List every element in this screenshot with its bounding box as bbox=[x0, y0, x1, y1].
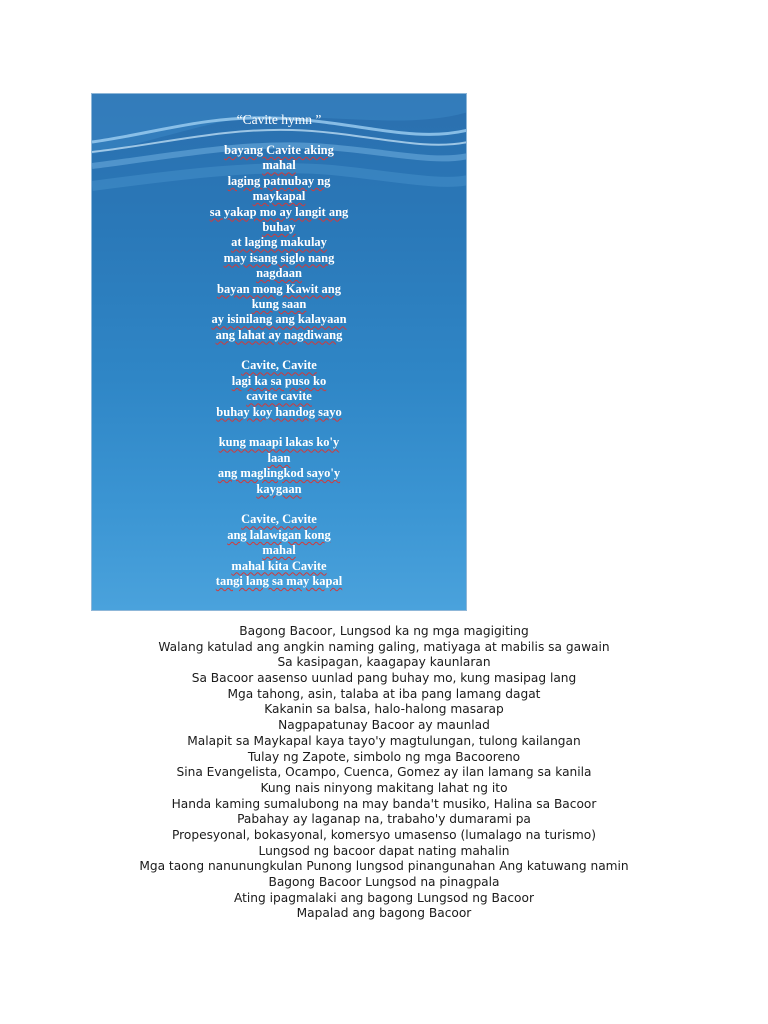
hymn-line-text: lagi ka sa puso ko bbox=[231, 373, 327, 388]
hymn-line bbox=[92, 559, 466, 574]
hymn-line bbox=[92, 405, 466, 420]
hymn-line bbox=[92, 497, 466, 512]
hymn-title: “Cavite hymn ” bbox=[236, 112, 322, 127]
lyric-line: Bagong Bacoor, Lungsod ka ng mga magigiting bbox=[239, 624, 529, 638]
hymn-line bbox=[92, 543, 466, 558]
hymn-line bbox=[92, 389, 466, 404]
hymn-line-text: bayang Cavite aking bbox=[224, 143, 334, 157]
hymn-line-text: Cavite, Cavite bbox=[241, 358, 317, 373]
hymn-line bbox=[92, 220, 466, 235]
cavite-hymn-image bbox=[91, 93, 467, 611]
lyric-line: Tulay ng Zapote, simbolo ng mga Bacooreno bbox=[247, 749, 521, 764]
lyric-line: Pabahay ay laganap na, trabaho'y dumarami pa bbox=[237, 812, 531, 827]
hymn-line bbox=[92, 251, 466, 266]
lyric-line: Sa kasipagan, kaagapay kaunlaran bbox=[277, 655, 491, 670]
lyric-line: Sa Bacoor aasenso uunlad pang buhay mo, kung masipag lang bbox=[191, 671, 577, 686]
lyric-line: Walang katulad ang angkin naming galing, matiyaga at mabilis sa gawain bbox=[158, 639, 610, 654]
lyric-line: Bagong Bacoor Lungsod na pinagpala bbox=[268, 875, 500, 889]
hymn-line bbox=[92, 451, 466, 466]
hymn-line bbox=[92, 266, 466, 281]
hymn-line bbox=[92, 189, 466, 204]
hymn-line bbox=[92, 343, 466, 358]
hymn-line-text: mahal bbox=[262, 158, 296, 173]
lyric-line: Kung nais ninyong makitang lahat ng ito bbox=[260, 780, 508, 795]
hymn-line-text: buhay koy handog sayo bbox=[216, 404, 342, 419]
hymn-line-text: ang maglingkod sayo'y bbox=[217, 466, 341, 481]
hymn-line bbox=[92, 158, 466, 173]
lyric-line: Mga taong nanunungkulan Punong lungsod pinangunahan Ang katuwang namin bbox=[139, 859, 629, 874]
hymn-line-text: laan bbox=[267, 450, 291, 465]
hymn-line-text: mahal bbox=[262, 543, 296, 558]
hymn-line-text: bayan mong Kawit ang bbox=[217, 281, 341, 296]
hymn-line bbox=[92, 374, 466, 389]
hymn-line bbox=[92, 358, 466, 373]
hymn-line-text: mahal kita Cavite bbox=[231, 558, 327, 573]
hymn-line-text: kung maapi lakas ko'y bbox=[218, 435, 340, 450]
hymn-line bbox=[92, 297, 466, 312]
lyric-line: Handa kaming sumalubong na may banda't musiko, Halina sa Bacoor bbox=[171, 796, 597, 811]
hymn-line-text: maykapal bbox=[252, 189, 306, 204]
hymn-line-text: at laging makulay bbox=[231, 235, 327, 250]
hymn-lines bbox=[92, 143, 466, 589]
hymn-line bbox=[92, 235, 466, 250]
hymn-line bbox=[92, 482, 466, 497]
hymn-line bbox=[92, 282, 466, 297]
hymn-line bbox=[92, 205, 466, 220]
hymn-line bbox=[92, 420, 466, 435]
hymn-line-text: sa yakap mo ay langit ang bbox=[209, 204, 349, 219]
lyric-line: Nagpapatunay Bacoor ay maunlad bbox=[278, 718, 490, 733]
hymn-line bbox=[92, 466, 466, 481]
lyric-line: Mapalad ang bagong Bacoor bbox=[296, 906, 472, 921]
hymn-line-text: tangi lang sa may kapal bbox=[215, 573, 343, 588]
hymn-line-text: kung saan bbox=[251, 296, 307, 311]
hymn-line bbox=[92, 312, 466, 327]
hymn-line-text: Cavite, Cavite bbox=[241, 512, 317, 527]
hymn-line-text: ay isinilang ang kalayaan bbox=[211, 312, 347, 327]
lyric-line: Ating ipagmalaki ang bagong Lungsod ng Bacoor bbox=[234, 890, 534, 905]
hymn-line-text: nagdaan bbox=[256, 266, 302, 281]
hymn-line-text: cavite cavite bbox=[246, 389, 312, 404]
hymn-line-text: ang lalawigan kong bbox=[227, 527, 331, 542]
lyric-line: Malapit sa Maykapal kaya tayo'y magtulungan, tulong kailangan bbox=[187, 733, 581, 748]
hymn-line bbox=[92, 328, 466, 343]
hymn-line bbox=[92, 512, 466, 527]
lyric-line: Mga tahong, asin, talaba at iba pang lamang dagat bbox=[227, 686, 541, 701]
hymn-line-text: may isang siglo nang bbox=[223, 250, 335, 265]
hymn-line bbox=[92, 174, 466, 189]
hymn-line bbox=[92, 435, 466, 450]
lyric-line: Propesyonal, bokasyonal, komersyo umasenso (lumalago na turismo) bbox=[172, 827, 596, 842]
bacoor-lyrics bbox=[0, 624, 768, 922]
hymn-line bbox=[92, 574, 466, 589]
hymn-line bbox=[92, 143, 466, 158]
hymn-line bbox=[92, 528, 466, 543]
hymn-line-text: kaygaan bbox=[256, 481, 302, 496]
lyric-line: Kakanin sa balsa, halo-halong masarap bbox=[264, 702, 504, 717]
hymn-line-text: buhay bbox=[262, 219, 296, 234]
lyric-line: Lungsod ng bacoor dapat nating mahalin bbox=[258, 843, 510, 858]
hymn-line-text: ang lahat ay nagdiwang bbox=[215, 327, 343, 342]
hymn-line-text: laging patnubay ng bbox=[227, 173, 331, 188]
lyric-line: Sina Evangelista, Ocampo, Cuenca, Gomez ay ilan lamang sa kanila bbox=[176, 765, 592, 780]
